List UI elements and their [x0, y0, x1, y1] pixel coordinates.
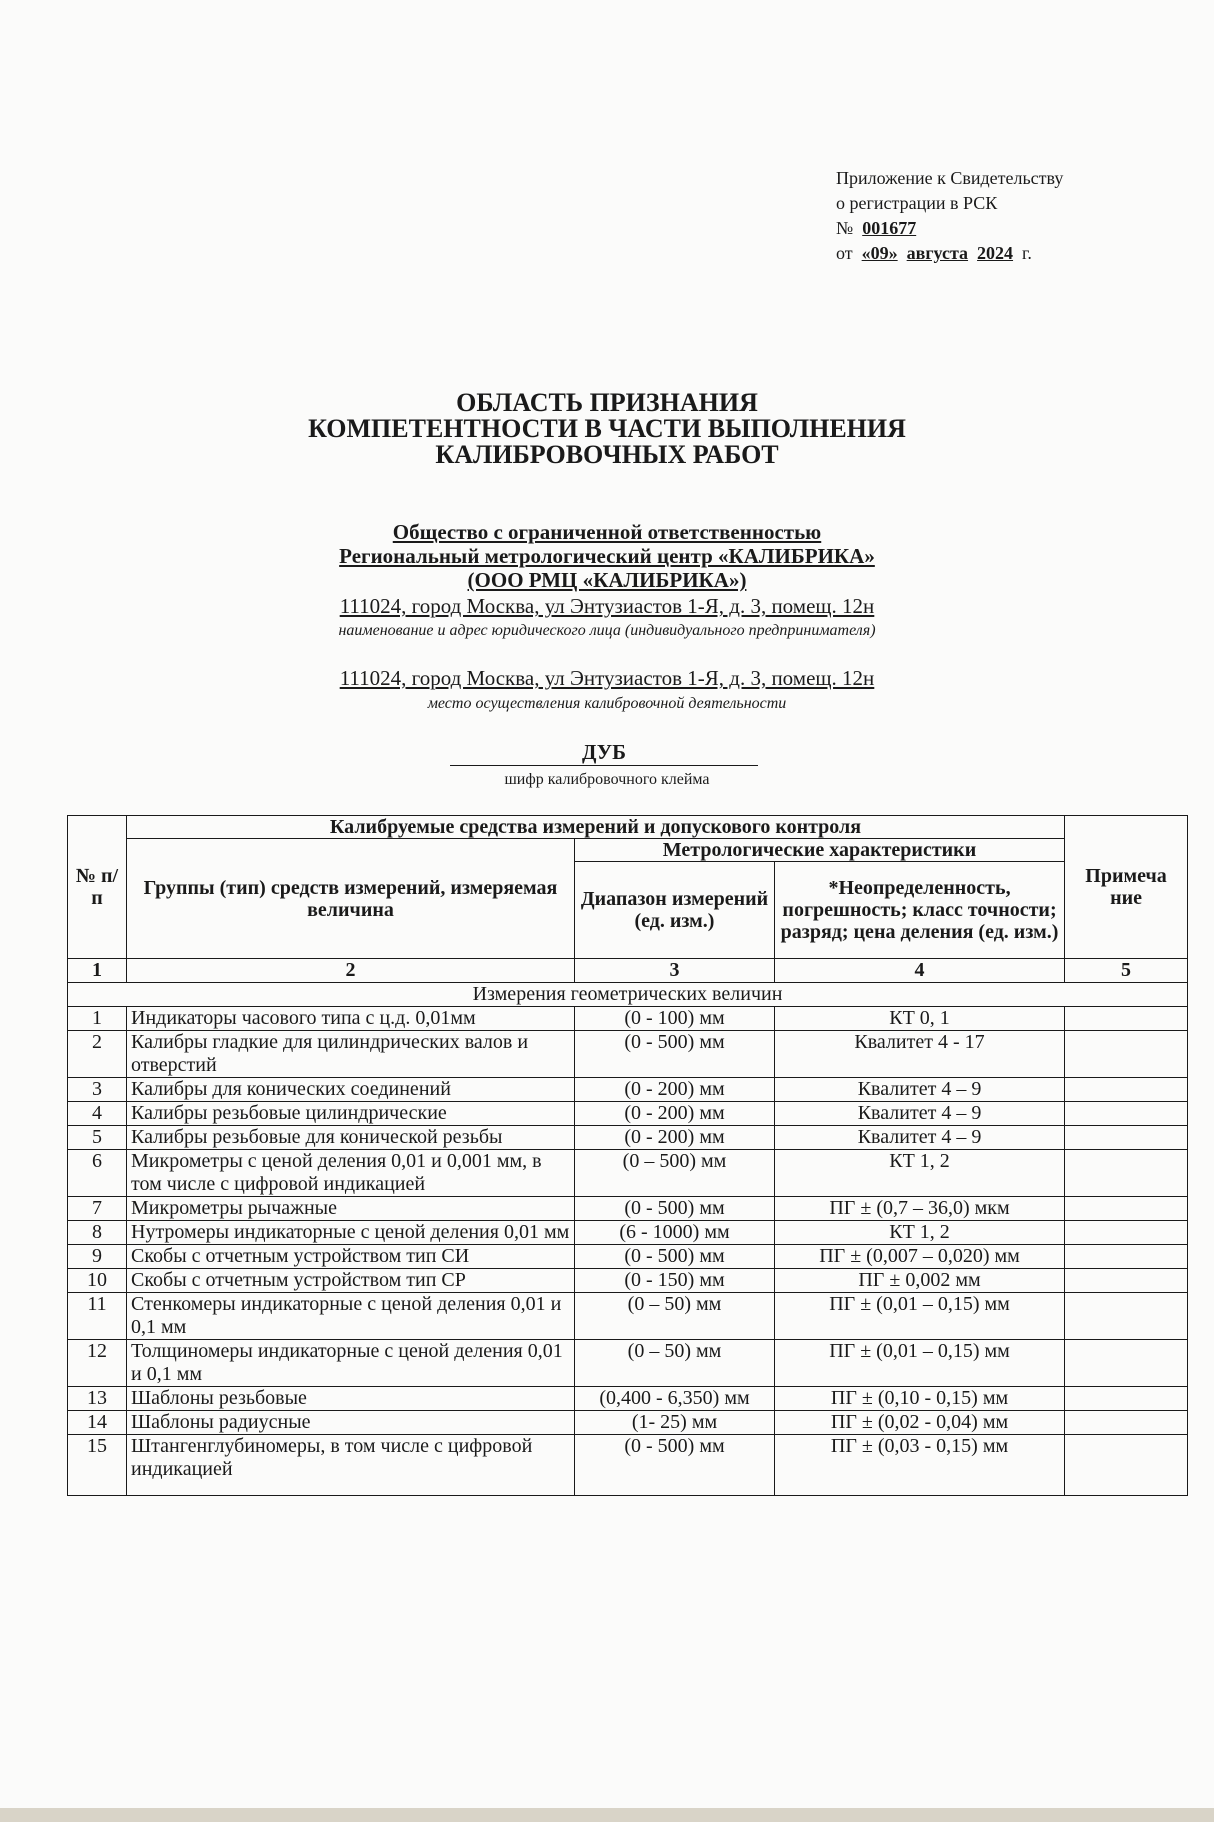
- table-row: [68, 1387, 1188, 1411]
- header-group-title: Калибруемые средства измерений и допускового контроля: [127, 816, 1065, 839]
- table-row: [68, 1340, 1188, 1387]
- appendix-block: [836, 166, 1166, 266]
- row-number: 4: [68, 1102, 127, 1126]
- metrological-characteristic: КТ 1, 2: [775, 1221, 1065, 1245]
- instrument-name: Скобы с отчетным устройством тип СР: [127, 1269, 575, 1293]
- row-number: 13: [68, 1387, 127, 1411]
- metrological-characteristic: ПГ ± (0,7 – 36,0) мкм: [775, 1197, 1065, 1221]
- header-instrument-group: Группы (тип) средств измерений, измеряемая величина: [127, 839, 575, 959]
- row-note: [1065, 1007, 1188, 1031]
- instrument-name: Микрометры рычажные: [127, 1197, 575, 1221]
- activity-address: 111024, город Москва, ул Энтузиастов 1-Я, д. 3, помещ. 12н: [339, 666, 875, 690]
- date-month: августа: [906, 243, 969, 263]
- metrological-characteristic: Квалитет 4 – 9: [775, 1102, 1065, 1126]
- row-note: [1065, 1102, 1188, 1126]
- legal-address-caption: наименование и адрес юридического лица (индивидуального предпринимателя): [338, 622, 876, 639]
- row-note: [1065, 1387, 1188, 1411]
- instrument-name: Калибры гладкие для цилиндрических валов и отверстий: [127, 1031, 575, 1078]
- section-title: Измерения геометрических величин: [68, 983, 1188, 1007]
- metrological-characteristic: ПГ ± (0,007 – 0,020) мм: [775, 1245, 1065, 1269]
- row-note: [1065, 1435, 1188, 1496]
- column-number: 3: [575, 959, 775, 983]
- table-row: [68, 1102, 1188, 1126]
- header-note: Примеча ние: [1065, 816, 1188, 959]
- row-number: 3: [68, 1078, 127, 1102]
- instrument-name: Калибры резьбовые цилиндрические: [127, 1102, 575, 1126]
- row-number: 5: [68, 1126, 127, 1150]
- row-note: [1065, 1031, 1188, 1078]
- row-note: [1065, 1078, 1188, 1102]
- appendix-line-1: Приложение к Свидетельству: [836, 168, 1064, 188]
- metrological-characteristic: ПГ ± (0,02 - 0,04) мм: [775, 1411, 1065, 1435]
- column-number: 5: [1065, 959, 1188, 983]
- measurement-range: (0 - 500) мм: [575, 1197, 775, 1221]
- title-line-2: КОМПЕТЕНТНОСТИ В ЧАСТИ ВЫПОЛНЕНИЯ: [308, 414, 906, 443]
- measurement-range: (0 - 500) мм: [575, 1435, 775, 1496]
- row-number: 11: [68, 1293, 127, 1340]
- instrument-name: Калибры для конических соединений: [127, 1078, 575, 1102]
- row-note: [1065, 1126, 1188, 1150]
- row-note: [1065, 1293, 1188, 1340]
- date-year: 2024: [977, 243, 1014, 263]
- measurement-range: (0 - 150) мм: [575, 1269, 775, 1293]
- row-note: [1065, 1411, 1188, 1435]
- appendix-line-2: о регистрации в РСК: [836, 193, 998, 213]
- metrological-characteristic: ПГ ± 0,002 мм: [775, 1269, 1065, 1293]
- number-prefix: №: [836, 218, 854, 238]
- measurement-range: (0 - 200) мм: [575, 1078, 775, 1102]
- row-number: 12: [68, 1340, 127, 1387]
- metrological-characteristic: ПГ ± (0,10 - 0,15) мм: [775, 1387, 1065, 1411]
- row-number: 10: [68, 1269, 127, 1293]
- number-value: 001677: [862, 218, 917, 238]
- metrological-characteristic: КТ 1, 2: [775, 1150, 1065, 1197]
- table-row: [68, 1221, 1188, 1245]
- measurement-range: (0 – 500) мм: [575, 1150, 775, 1197]
- legal-address: 111024, город Москва, ул Энтузиастов 1-Я, д. 3, помещ. 12н: [339, 594, 875, 618]
- measurement-range: (0,400 - 6,350) мм: [575, 1387, 775, 1411]
- page-bottom-edge: [0, 1808, 1214, 1822]
- title-line-3: КАЛИБРОВОЧНЫХ РАБОТ: [435, 440, 779, 469]
- row-note: [1065, 1269, 1188, 1293]
- instrument-name: Микрометры с ценой деления 0,01 и 0,001 мм, в том числе с цифровой индикацией: [127, 1150, 575, 1197]
- date-suffix: г.: [1022, 243, 1032, 263]
- org-line-2: Региональный метрологический центр «КАЛИБРИКА»: [339, 544, 875, 568]
- header-range: Диапазон измерений (ед. изм.): [575, 862, 775, 959]
- table-row: [68, 1150, 1188, 1197]
- measurement-range: (0 – 50) мм: [575, 1293, 775, 1340]
- measurement-range: (0 - 500) мм: [575, 1031, 775, 1078]
- column-number: 4: [775, 959, 1065, 983]
- column-number: 2: [127, 959, 575, 983]
- row-number: 7: [68, 1197, 127, 1221]
- header-uncertainty: *Неопределенность, погрешность; класс точности; разряд; цена деления (ед. изм.): [775, 862, 1065, 959]
- metrological-characteristic: Квалитет 4 - 17: [775, 1031, 1065, 1078]
- table-row: [68, 1411, 1188, 1435]
- table-row: [68, 1031, 1188, 1078]
- instrument-name: Индикаторы часового типа с ц.д. 0,01мм: [127, 1007, 575, 1031]
- row-number: 8: [68, 1221, 127, 1245]
- table-row: [68, 1126, 1188, 1150]
- measurement-range: (1- 25) мм: [575, 1411, 775, 1435]
- metrological-characteristic: ПГ ± (0,03 - 0,15) мм: [775, 1435, 1065, 1496]
- header-num: № п/п: [68, 816, 127, 959]
- row-note: [1065, 1150, 1188, 1197]
- measurement-range: (0 - 200) мм: [575, 1102, 775, 1126]
- row-note: [1065, 1221, 1188, 1245]
- metrological-characteristic: ПГ ± (0,01 – 0,15) мм: [775, 1340, 1065, 1387]
- measurement-range: (6 - 1000) мм: [575, 1221, 775, 1245]
- row-number: 6: [68, 1150, 127, 1197]
- row-note: [1065, 1197, 1188, 1221]
- column-number: 1: [68, 959, 127, 983]
- stamp-caption: шифр калибровочного клейма: [504, 771, 710, 788]
- table-row: [68, 1078, 1188, 1102]
- table-row: [68, 1269, 1188, 1293]
- instrument-name: Шаблоны резьбовые: [127, 1387, 575, 1411]
- measurement-range: (0 - 100) мм: [575, 1007, 775, 1031]
- date-prefix: от: [836, 243, 853, 263]
- title-line-1: ОБЛАСТЬ ПРИЗНАНИЯ: [456, 388, 758, 417]
- registration-number: [836, 216, 1166, 241]
- document-title: [0, 390, 1214, 468]
- measurement-range: (0 - 500) мм: [575, 1245, 775, 1269]
- row-note: [1065, 1340, 1188, 1387]
- org-line-3: (ООО РМЦ «КАЛИБРИКА»): [467, 568, 747, 592]
- row-number: 14: [68, 1411, 127, 1435]
- measurement-range: (0 – 50) мм: [575, 1340, 775, 1387]
- registration-date: [836, 241, 1166, 266]
- table-row: [68, 1007, 1188, 1031]
- measurement-range: (0 - 200) мм: [575, 1126, 775, 1150]
- instrument-name: Штангенглубиномеры, в том числе с цифровой индикацией: [127, 1435, 575, 1496]
- instrument-name: Калибры резьбовые для конической резьбы: [127, 1126, 575, 1150]
- table-row: [68, 1245, 1188, 1269]
- row-number: 9: [68, 1245, 127, 1269]
- instrument-name: Стенкомеры индикаторные с ценой деления 0,01 и 0,1 мм: [127, 1293, 575, 1340]
- row-number: 1: [68, 1007, 127, 1031]
- row-note: [1065, 1245, 1188, 1269]
- instrument-name: Нутромеры индикаторные с ценой деления 0,01 мм: [127, 1221, 575, 1245]
- table-row: [68, 1293, 1188, 1340]
- row-number: 2: [68, 1031, 127, 1078]
- metrological-characteristic: ПГ ± (0,01 – 0,15) мм: [775, 1293, 1065, 1340]
- row-number: 15: [68, 1435, 127, 1496]
- section-row: [68, 983, 1188, 1007]
- metrological-characteristic: Квалитет 4 – 9: [775, 1078, 1065, 1102]
- table-row: [68, 1435, 1188, 1496]
- column-numbers-row: [68, 959, 1188, 983]
- header-metrological-title: Метрологические характеристики: [575, 839, 1065, 862]
- activity-address-caption: место осуществления калибровочной деятельности: [427, 695, 787, 712]
- organization-name: [0, 520, 1214, 592]
- instrument-name: Толщиномеры индикаторные с ценой деления 0,01 и 0,1 мм: [127, 1340, 575, 1387]
- stamp-code: ДУБ: [450, 740, 758, 766]
- instrument-name: Скобы с отчетным устройством тип СИ: [127, 1245, 575, 1269]
- calibration-scope-table: [67, 815, 1188, 1496]
- metrological-characteristic: Квалитет 4 – 9: [775, 1126, 1065, 1150]
- date-day: «09»: [861, 243, 898, 263]
- metrological-characteristic: КТ 0, 1: [775, 1007, 1065, 1031]
- table-row: [68, 1197, 1188, 1221]
- instrument-name: Шаблоны радиусные: [127, 1411, 575, 1435]
- org-line-1: Общество с ограниченной ответственностью: [392, 520, 822, 544]
